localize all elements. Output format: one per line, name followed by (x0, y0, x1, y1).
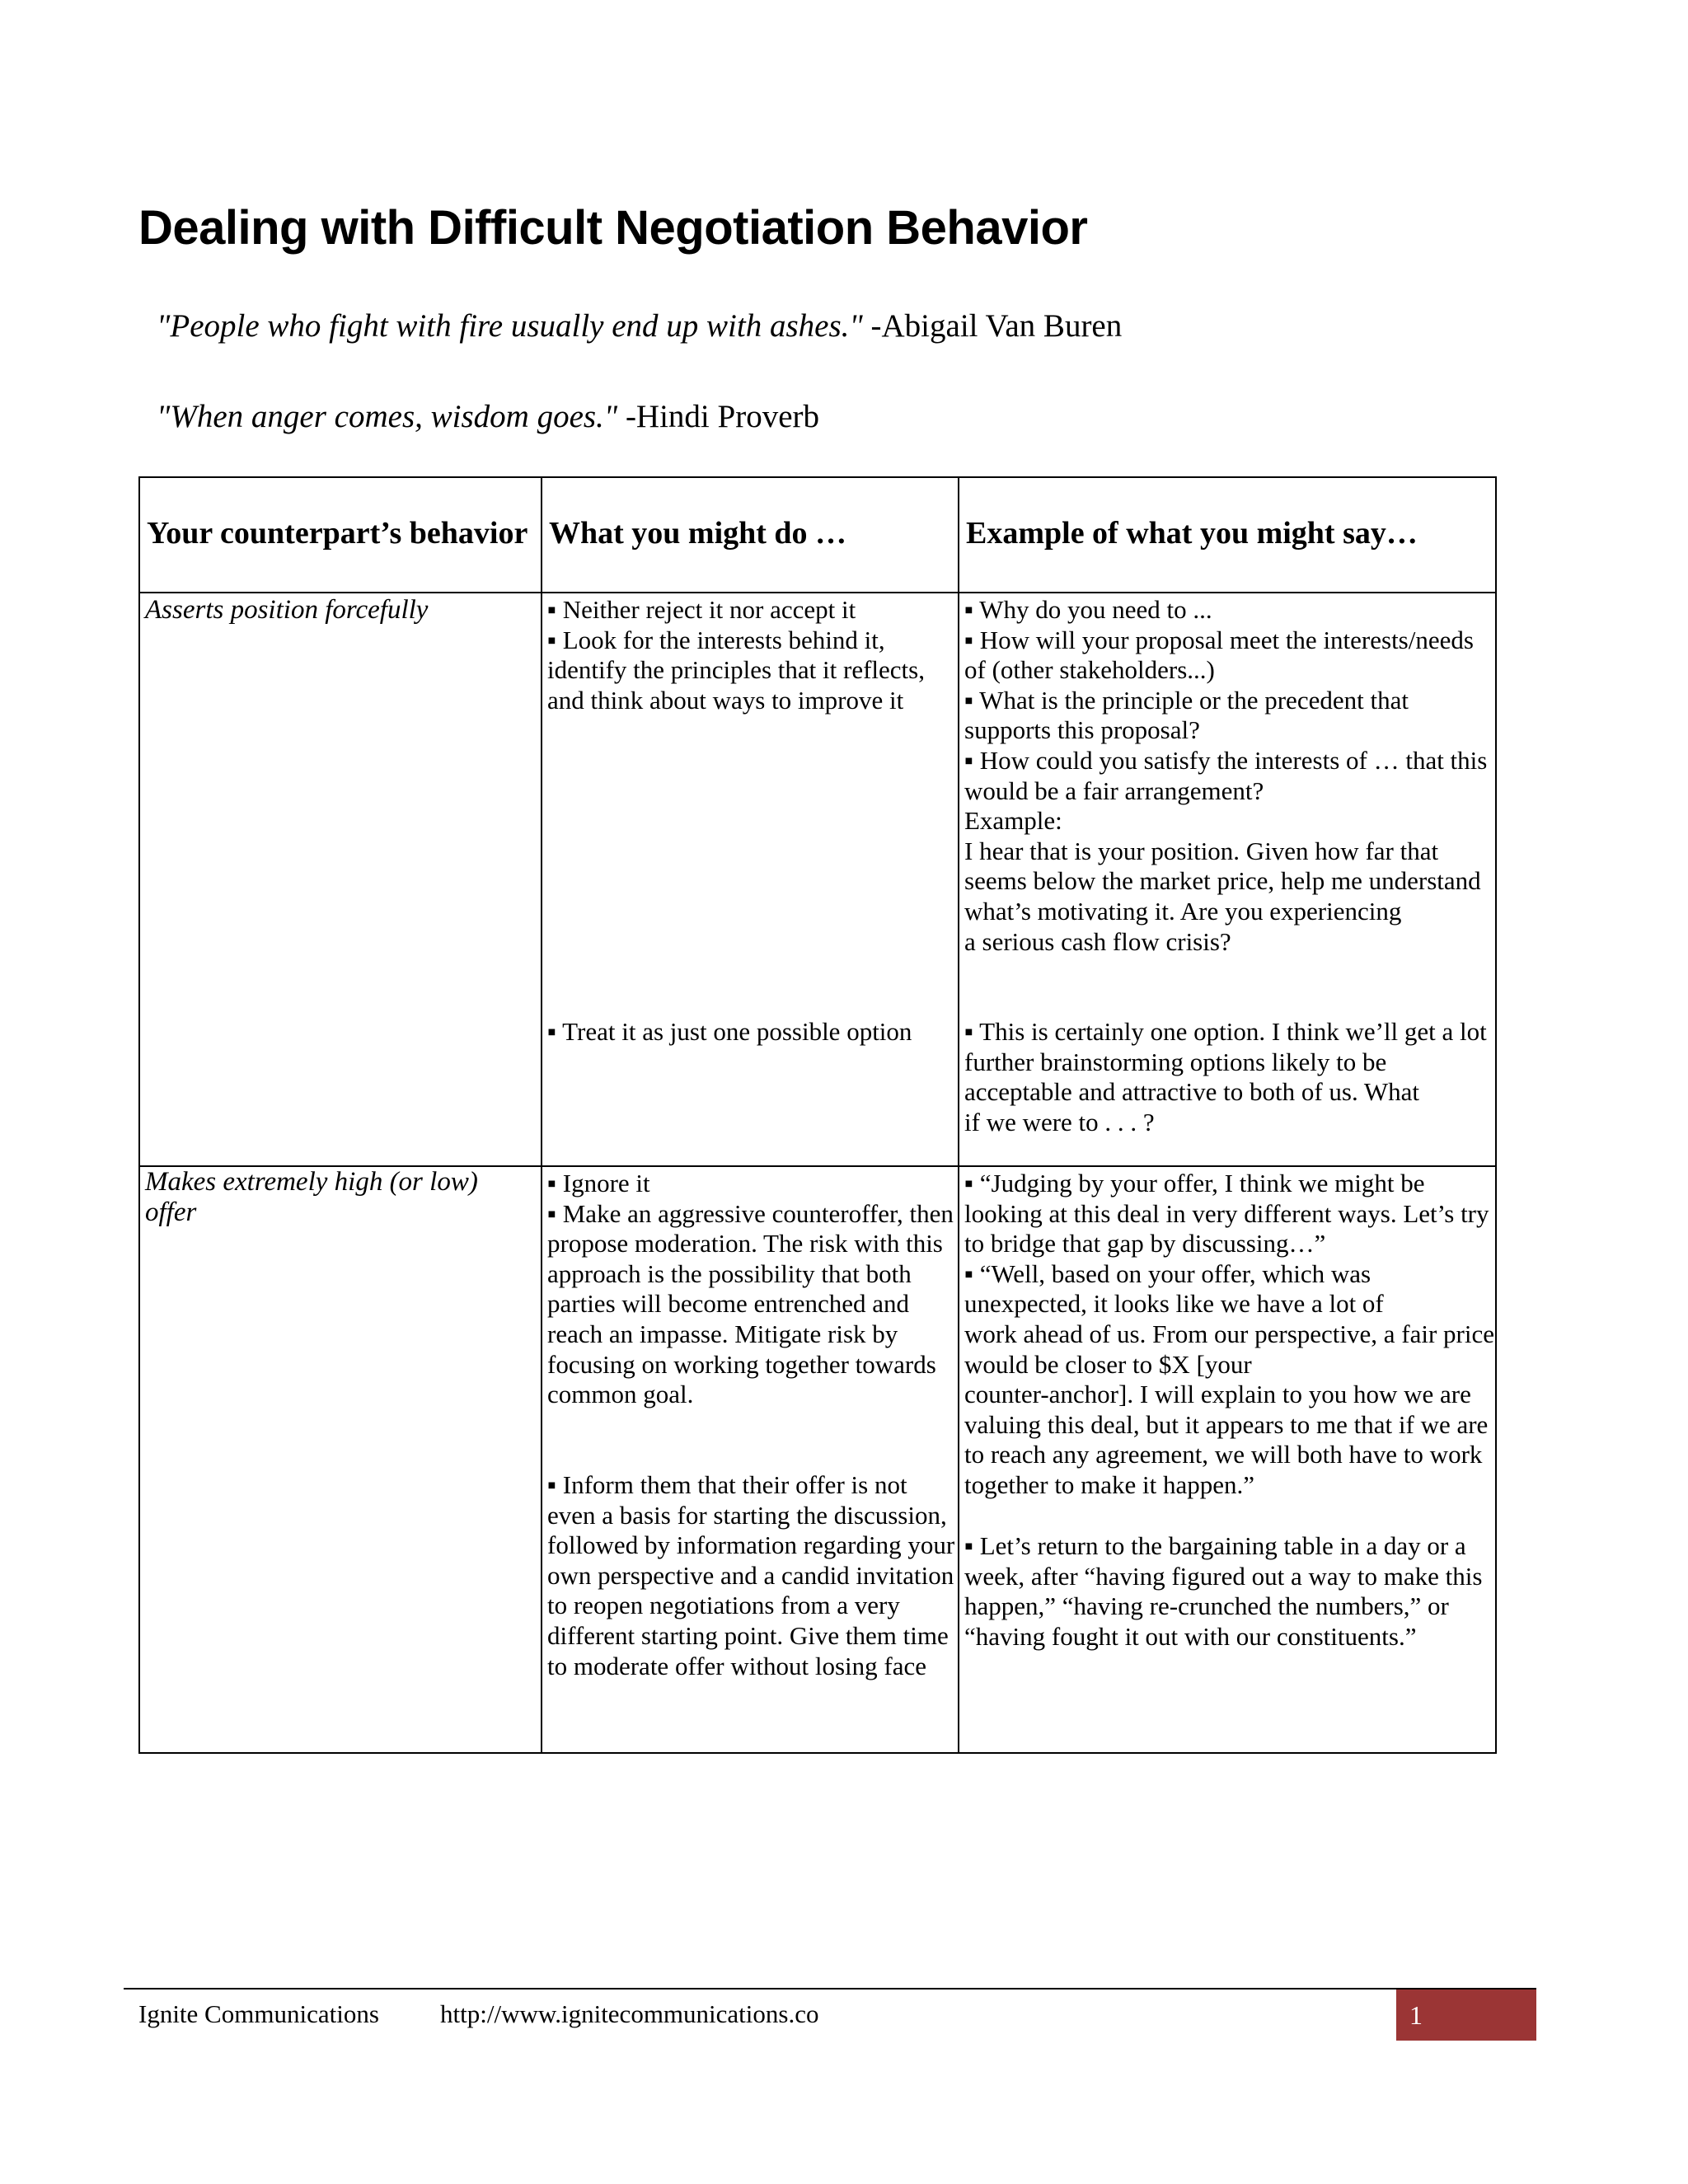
list-item: Example: (964, 806, 1062, 836)
list-item: ▪ This is certainly one option. I think we’ll get a lot further brainstorming options likely to be acceptable and attractive to both of us. What (964, 1017, 1487, 1107)
row-2-says-b (964, 1531, 1495, 1652)
header-what-to-do: What you might do … (549, 516, 847, 551)
row-1-says-a (964, 595, 1495, 957)
list-item: ▪ Ignore it (547, 1169, 650, 1197)
list-item: I hear that is your position. Given how far that seems below the market price, help me understand what’s motivating it. Are you experiencing (964, 836, 1481, 926)
table-col-divider-1 (541, 476, 542, 1754)
quote-1-author: -Abigail Van Buren (862, 308, 1123, 344)
list-item: ▪ What is the principle or the precedent that supports this proposal? (964, 685, 1409, 745)
row-2-actions-a (547, 1169, 956, 1410)
row-1-behavior: Asserts position forcefully (145, 595, 429, 625)
quote-2 (157, 397, 819, 437)
list-item: ▪ Let’s return to the bargaining table in a day or a week, after “having figured out a way to make this happen,” “having re-crunched the numbers,” or “having fought it out with our constituents.” (964, 1531, 1483, 1651)
list-item: counter-anchor]. I will explain to you how we are valuing this deal, but it appears to me that if we are to reach any agreement, we will both have to work together to make it happen.” (964, 1380, 1489, 1499)
row-1-actions-b (547, 1017, 959, 1047)
list-item: ▪ Treat it as just one possible option (547, 1017, 912, 1046)
list-item: ▪ Inform them that their offer is not even a basis for starting the discussion, followed by information regarding your own perspective and a candid invitation to reopen negotiations from a very different starting point. Give them time to moderate offer without losing face (547, 1470, 955, 1680)
list-item: ▪ Why do you need to ... (964, 595, 1212, 624)
quote-2-author: -Hindi Proverb (617, 399, 819, 434)
list-item: ▪ Look for the interests behind it, identify the principles that it reflects, and think about ways to improve it (547, 625, 925, 715)
table-border-bottom (138, 1752, 1497, 1754)
row-1-actions-a (547, 595, 959, 715)
list-item: ▪ “Well, based on your offer, which was unexpected, it looks like we have a lot of (964, 1258, 1384, 1319)
table-border-right (1495, 476, 1497, 1754)
header-behavior: Your counterpart’s behavior (147, 516, 528, 551)
header-what-to-say: Example of what you might say… (966, 516, 1418, 551)
table-header-divider (138, 592, 1497, 593)
table-border-top (138, 476, 1497, 478)
footer-rule (124, 1988, 1536, 1990)
page-number: 1 (1396, 1990, 1536, 2041)
list-item: ▪ “Judging by your offer, I think we might be looking at this deal in very different ways. Let’s try to bridge that gap by discussing…” (964, 1169, 1489, 1258)
table-border-left (138, 476, 140, 1754)
row-2-actions-b (547, 1470, 956, 1681)
page-title: Dealing with Difficult Negotiation Behavior (138, 201, 1088, 255)
list-item: a serious cash flow crisis? (964, 926, 1231, 956)
footer-company: Ignite Communications (138, 1999, 379, 2028)
quote-2-text: "When anger comes, wisdom goes." (157, 399, 618, 434)
quote-1 (157, 307, 1122, 346)
row-2-says-a (964, 1169, 1495, 1501)
behavior-table (138, 476, 1497, 1754)
list-item: ▪ Neither reject it nor accept it (547, 595, 856, 624)
row-2-behavior: Makes extremely high (or low) offer (145, 1167, 478, 1227)
list-item: work ahead of us. From our perspective, a fair price would be closer to $X [your (964, 1319, 1495, 1379)
list-item: ▪ How could you satisfy the interests of … that this would be a fair arrangement? (964, 745, 1488, 805)
list-item: ▪ Make an aggressive counteroffer, then propose moderation. The risk with this approach is the possibility that both parties will become entrenched and reach an impasse. Mitigate risk by focusing on working together towards common goal. (547, 1198, 954, 1409)
list-item: ▪ How will your proposal meet the interests/needs of (other stakeholders...) (964, 625, 1474, 685)
row-1-says-b (964, 1017, 1495, 1137)
list-item: if we were to . . . ? (964, 1107, 1155, 1137)
footer-url-link[interactable]: http://www.ignitecommunications.co (440, 1999, 819, 2028)
quote-1-text: "People who fight with fire usually end up with ashes." (157, 308, 863, 344)
